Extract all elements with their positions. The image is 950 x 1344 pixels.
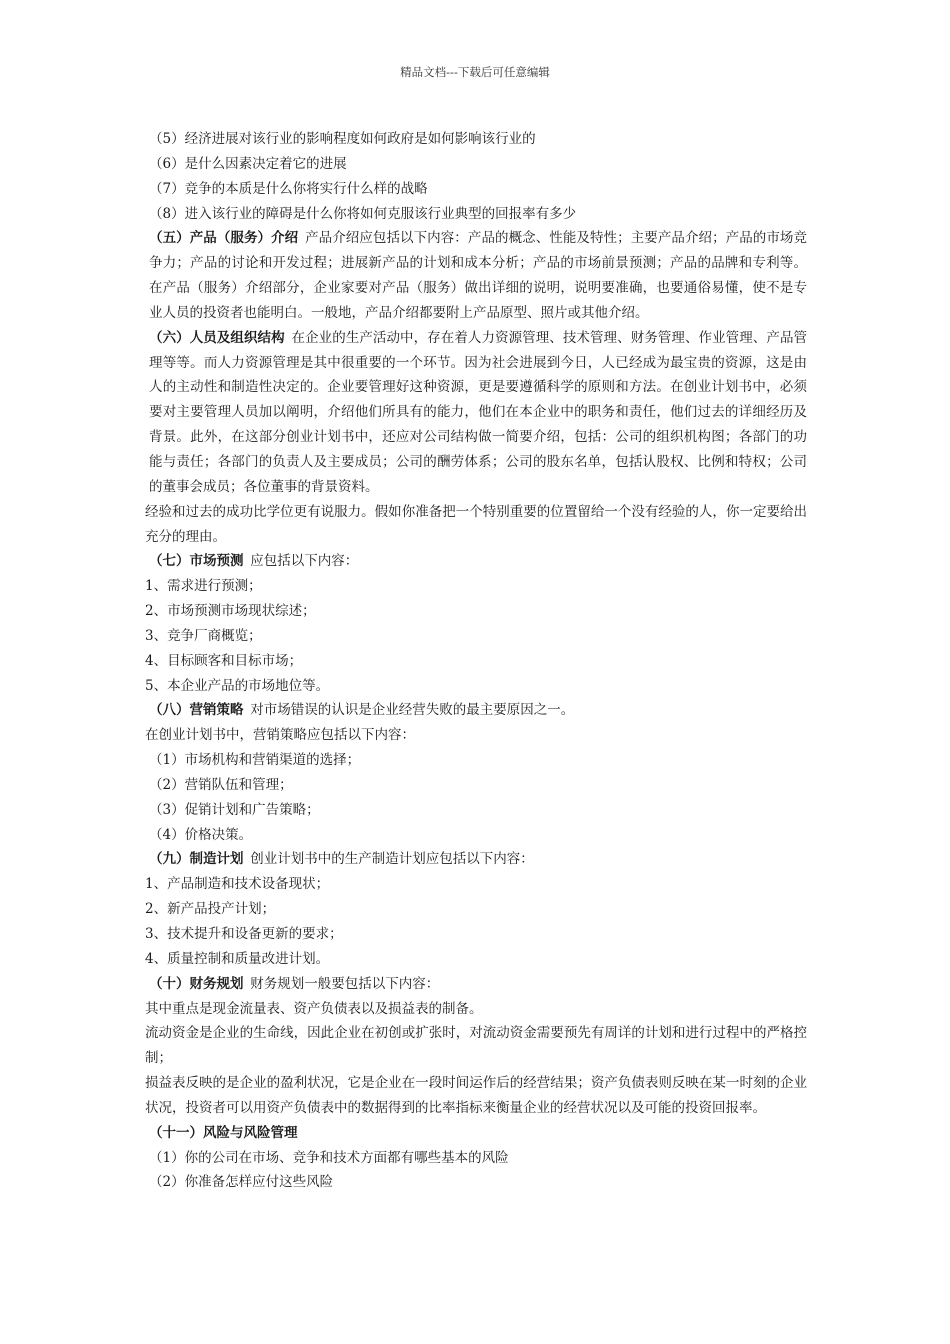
paragraph — [145, 798, 807, 823]
paragraph-text: 流动资金是企业的生命线，因此企业在初创或扩张时，对流动资金需要预先有周详的计划和进行过程中的严格控制； — [145, 1025, 807, 1067]
section-heading: （十一）风险与风险管理 — [149, 1124, 298, 1141]
paragraph — [145, 649, 807, 674]
paragraph — [145, 723, 807, 748]
paragraph — [145, 897, 807, 922]
paragraph — [145, 177, 807, 202]
paragraph-text: （5）经济进展对该行业的影响程度如何政府是如何影响该行业的 — [149, 131, 536, 147]
paragraph-text: 4、目标顾客和目标市场； — [145, 652, 303, 669]
paragraph — [145, 997, 807, 1022]
paragraph-text: 3、竞争厂商概览； — [145, 627, 262, 644]
document-body — [145, 127, 807, 1195]
paragraph-text: （1）你的公司在市场、竞争和技术方面都有哪些基本的风险 — [149, 1149, 509, 1166]
section-paragraph — [145, 847, 807, 872]
paragraph-text: 创业计划书中的生产制造计划应包括以下内容： — [250, 851, 534, 868]
section-heading: （九）制造计划 — [149, 851, 244, 868]
paragraph-text: 2、市场预测市场现状综述； — [145, 603, 316, 620]
paragraph-text: 在企业的生产活动中，存在着人力资源管理、技术管理、财务管理、作业管理、产品管理等等。而人力资源管理是其中很重要的一个环节。因为社会进展到今日，人已经成为最宝贵的资源，这是由人的主动性和制造性决定的。企业要管理好这种资源，更是要遵循科学的原则和方法。在创业计划书中，必须要对主要管理人员加以阐明，介绍他们所具有的能力，他们在本企业中的职务和责任，他们过去的详细经历及背景。此外，在这部分创业计划书中，还应对公司结构做一简要介绍，包括：公司的组织机构图；各部门的功能与责任；各部门的负责人及主要成员；公司的酬劳体系；公司的股东名单，包括认股权、比例和特权；公司的董事会成员；各位董事的背景资料。 — [149, 329, 808, 495]
section-paragraph — [145, 698, 807, 723]
paragraph — [145, 1170, 807, 1195]
paragraph-text: 3、技术提升和设备更新的要求； — [145, 926, 343, 942]
paragraph-text: 5、本企业产品的市场地位等。 — [145, 677, 330, 694]
paragraph-text: 2、新产品投产计划； — [145, 901, 276, 918]
paragraph-text: 经验和过去的成功比学位更有说服力。假如你准备把一个特别重要的位置留给一个没有经验的人，你一定要给出充分的理由。 — [145, 503, 807, 545]
paragraph — [145, 127, 807, 152]
paragraph — [145, 872, 807, 897]
section-paragraph — [145, 972, 807, 997]
paragraph — [145, 1071, 807, 1121]
section-heading: （五）产品（服务）介绍 — [149, 230, 299, 247]
paragraph — [145, 1021, 807, 1071]
section-paragraph — [145, 549, 807, 574]
paragraph-text: 1、需求进行预测； — [145, 578, 262, 595]
paragraph — [145, 152, 807, 177]
paragraph-text: （7）竞争的本质是什么你将实行什么样的战略 — [149, 180, 428, 197]
paragraph-text: （2）营销队伍和管理； — [149, 776, 293, 793]
paragraph-text: 财务规划一般要包括以下内容： — [250, 975, 440, 992]
paragraph-text: （3）促销计划和广告策略； — [149, 801, 320, 818]
paragraph — [145, 1146, 807, 1171]
paragraph-text: 对市场错误的认识是企业经营失败的最主要原因之一。 — [250, 702, 575, 719]
paragraph — [145, 748, 807, 773]
paragraph — [145, 624, 807, 649]
paragraph-text: 在创业计划书中，营销策略应包括以下内容： — [145, 727, 415, 744]
paragraph-text: （1）市场机构和营销渠道的选择； — [149, 752, 361, 769]
paragraph — [145, 823, 807, 848]
section-heading: （六）人员及组织结构 — [149, 329, 285, 346]
paragraph-text: 产品介绍应包括以下内容：产品的概念、性能及特性；主要产品介绍；产品的市场竞争力；产品的讨论和开发过程；进展新产品的计划和成本分析；产品的市场前景预测；产品的品牌和专利等。在产品（服务）介绍部分，企业家要对产品（服务）做出详细的说明，说明要准确，也要通俗易懂，使不是专业人员的投资者也能明白。一般地，产品介绍都要附上产品原型、照片或其他介绍。 — [149, 230, 808, 321]
paragraph-text: 1、产品制造和技术设备现状； — [145, 876, 330, 893]
section-heading: （十）财务规划 — [149, 975, 244, 992]
paragraph — [145, 599, 807, 624]
section-paragraph — [145, 326, 807, 500]
paragraph — [145, 500, 807, 550]
section-paragraph — [145, 226, 807, 325]
paragraph-text: 其中重点是现金流量表、资产负债表以及损益表的制备。 — [145, 1000, 483, 1017]
paragraph — [145, 202, 807, 227]
paragraph-text: （8）进入该行业的障碍是什么你将如何克服该行业典型的回报率有多少 — [149, 205, 577, 222]
section-paragraph — [145, 1121, 807, 1146]
paragraph-text: 4、质量控制和质量改进计划。 — [145, 950, 330, 967]
paragraph-text: 损益表反映的是企业的盈利状况，它是企业在一段时间运作后的经营结果；资产负债表则反映在某一时刻的企业状况，投资者可以用资产负债表中的数据得到的比率指标来衡量企业的经营状况以及可能的投资回报率。 — [145, 1075, 807, 1116]
paragraph — [145, 674, 807, 699]
section-heading: （八）营销策略 — [149, 702, 244, 719]
paragraph-text: 应包括以下内容： — [250, 553, 359, 570]
paragraph-text: （2）你准备怎样应付这些风险 — [149, 1174, 334, 1191]
paragraph — [145, 773, 807, 798]
paragraph — [145, 947, 807, 972]
page-header: 精品文档---下载后可任意编辑 — [400, 65, 550, 79]
section-heading: （七）市场预测 — [149, 553, 244, 570]
paragraph — [145, 574, 807, 599]
paragraph — [145, 922, 807, 947]
paragraph-text: （6）是什么因素决定着它的进展 — [149, 155, 347, 172]
paragraph-text: （4）价格决策。 — [149, 826, 253, 843]
